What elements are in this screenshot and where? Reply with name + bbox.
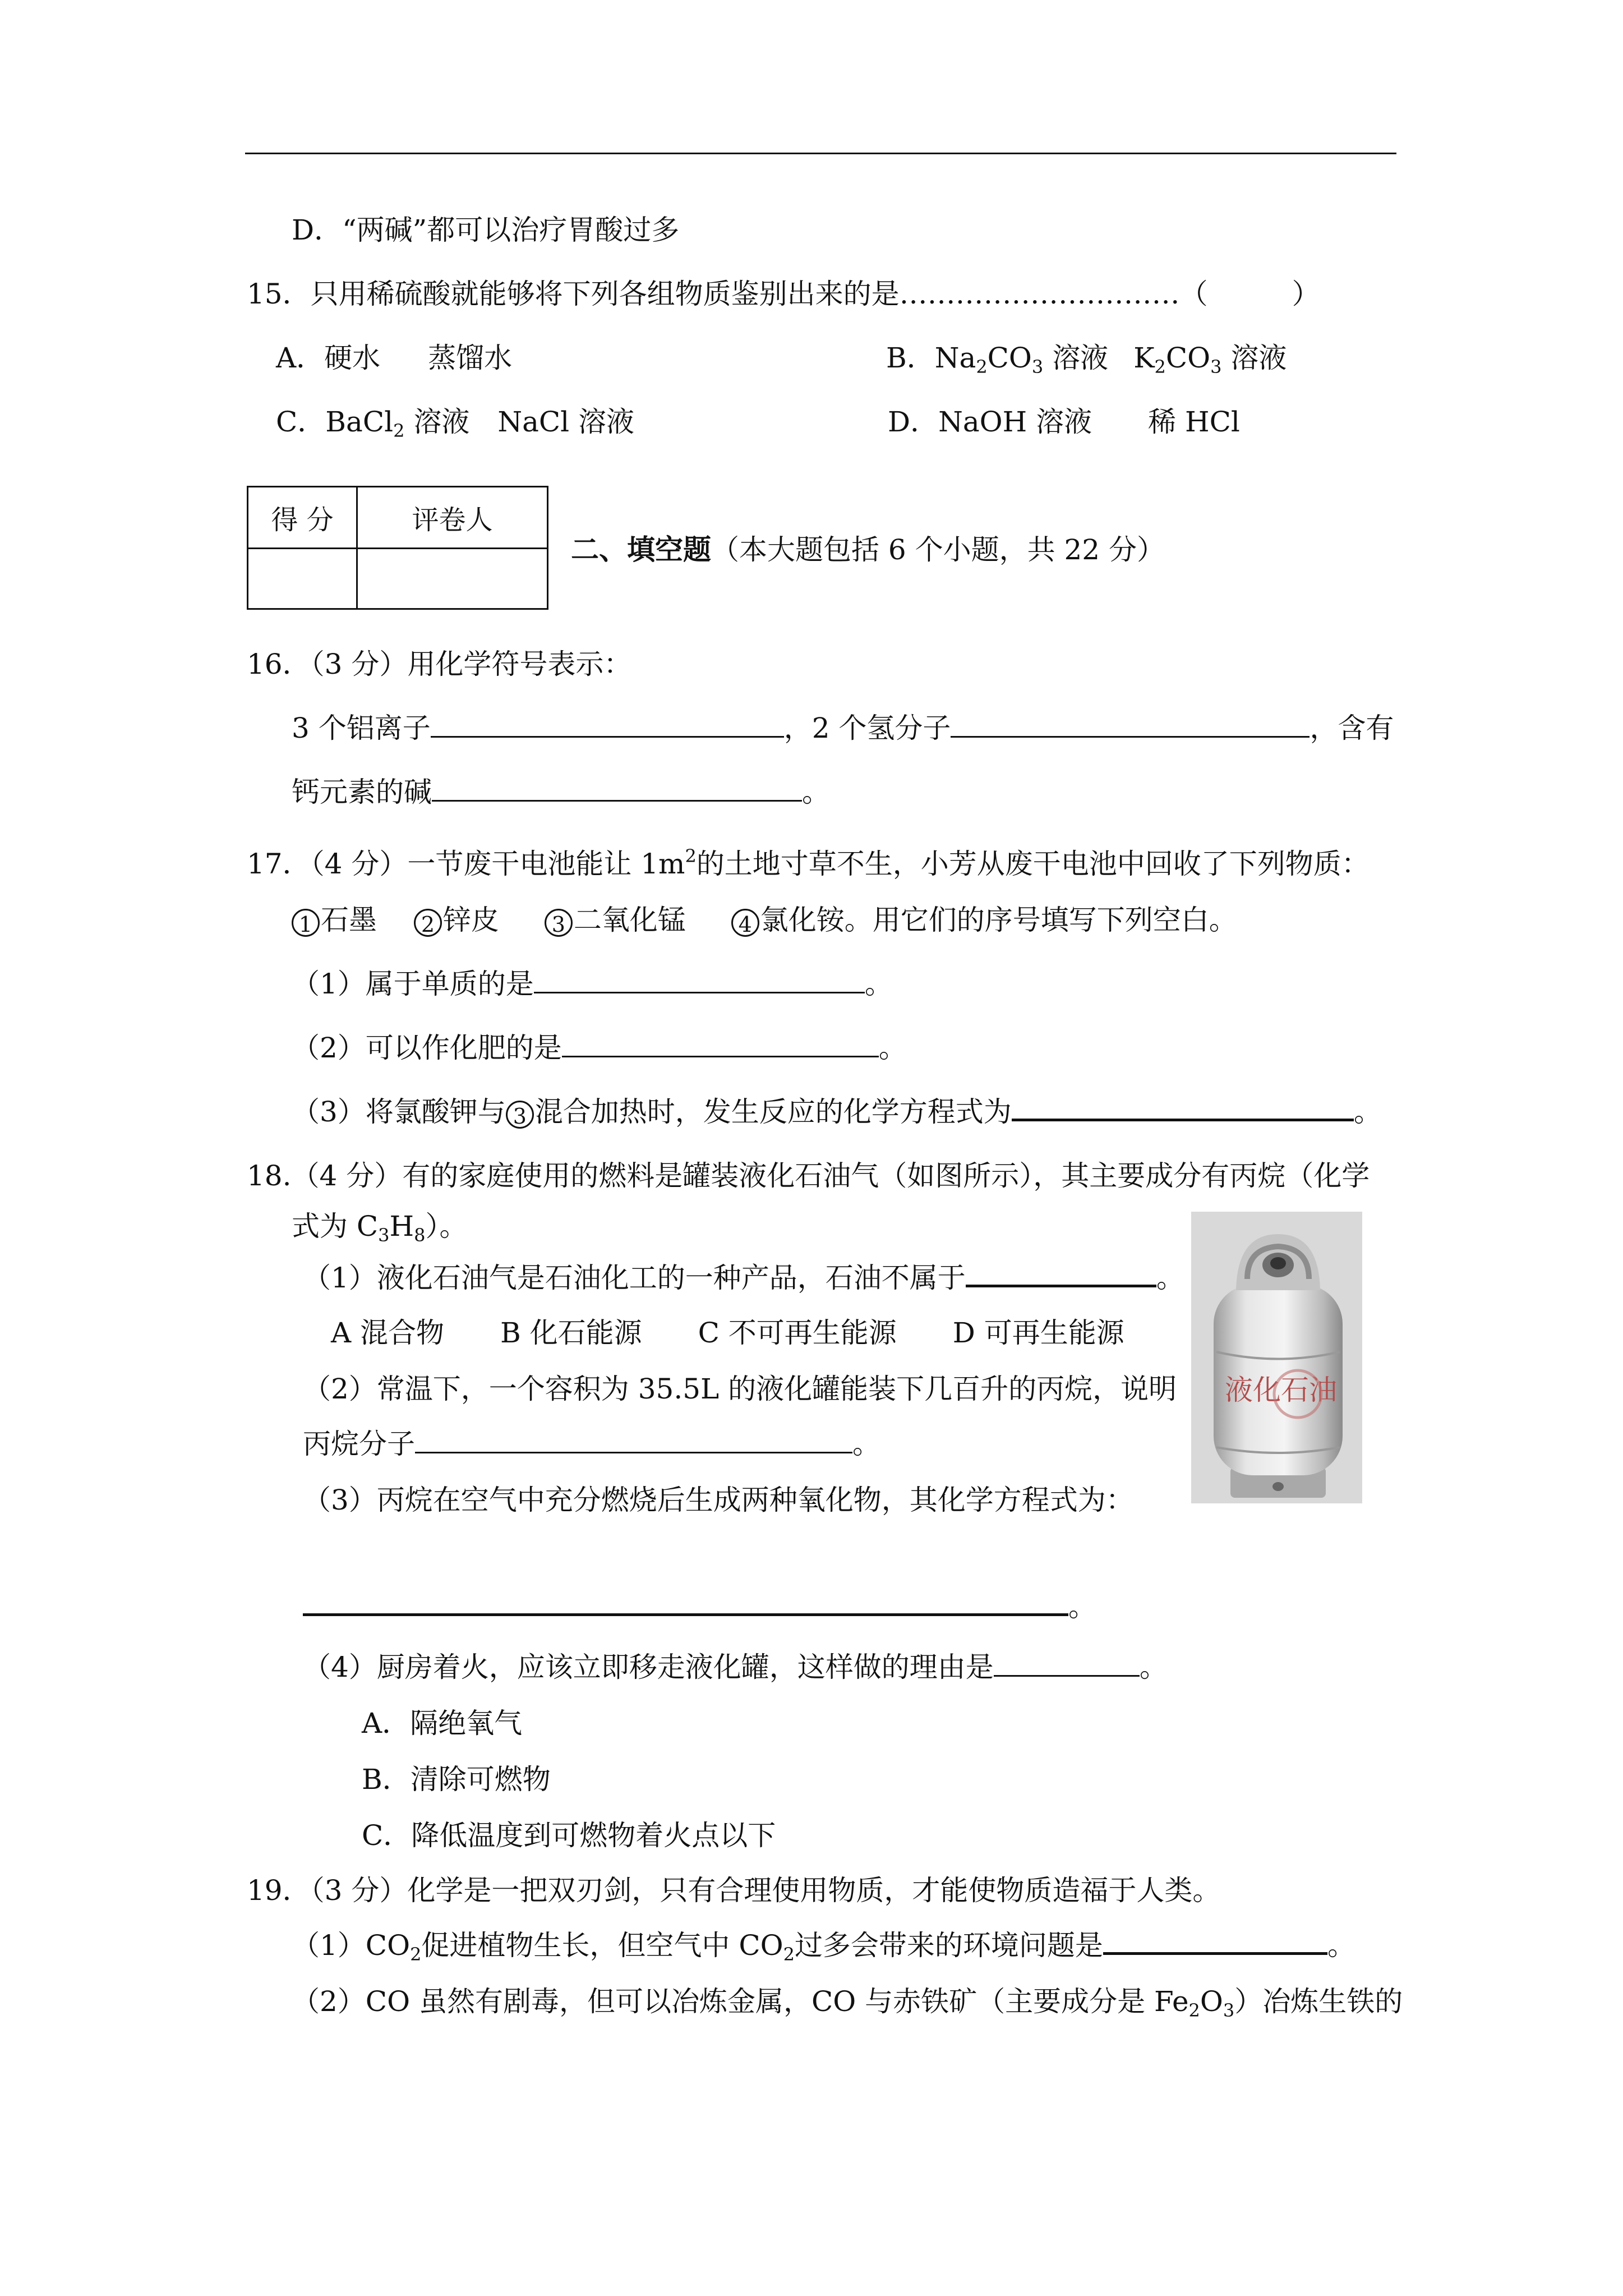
q18-stem: 18.（4 分）有的家庭使用的燃料是罐装液化石油气（如图所示），其主要成分有丙烷（化学: [247, 1159, 1370, 1192]
score-table: [247, 486, 548, 610]
q17-sub1: [292, 966, 893, 1002]
q18-sub1: [303, 1260, 1184, 1296]
q15-option-c-label: C．: [276, 406, 326, 438]
circled-number: 2: [414, 909, 442, 937]
header-rule: [245, 153, 1396, 154]
q17-s3-text-b: 混合加热时，发生反应的化学方程式为: [534, 1096, 1012, 1128]
formula-co: CO: [1165, 342, 1211, 374]
answer-blank[interactable]: [415, 1427, 852, 1453]
q18-s4-option-a: A．隔绝氧气: [362, 1707, 523, 1740]
q16-part4: 钙元素的碱: [292, 776, 432, 808]
subscript: 2: [1154, 356, 1166, 378]
section2-note: （本大题包括 6 个小题，共 22 分）: [711, 533, 1165, 566]
grader-cell[interactable]: [357, 549, 548, 609]
q16-part2: ，2 个氢分子: [783, 712, 951, 744]
answer-blank[interactable]: [303, 1589, 1068, 1616]
period: 。: [1353, 1096, 1382, 1128]
q17-item-label: 石墨: [321, 904, 377, 936]
circled-number: 4: [731, 909, 759, 937]
q17-s3-text-a: （3）将氯酸钾与: [292, 1096, 506, 1128]
period: 。: [864, 968, 893, 1000]
formula-co: CO: [987, 342, 1032, 374]
q17-sub2: [292, 1030, 907, 1066]
subscript: 2: [410, 1944, 422, 1965]
q18-sub2-b: [303, 1426, 880, 1462]
period: 。: [1327, 1929, 1355, 1962]
period: 。: [1068, 1590, 1096, 1623]
circled-number: 3: [545, 909, 573, 937]
q19-s1-a: （1）CO: [292, 1929, 411, 1962]
q19-s2-c: ）冶炼生铁的: [1234, 1985, 1403, 2018]
subscript: 2: [1188, 2000, 1200, 2021]
q15-option-d: D．NaOH 溶液 稀 HCl: [888, 406, 1240, 438]
answer-blank[interactable]: [431, 711, 784, 738]
q15-stem: 15．只用稀硫酸就能够将下列各组物质鉴别出来的是…………………………（ ）: [247, 278, 1320, 310]
q15-option-b: [886, 340, 1287, 385]
answer-blank[interactable]: [432, 775, 802, 802]
answer-blank[interactable]: [1103, 1927, 1327, 1955]
formula-bacl: BaCl: [325, 406, 394, 438]
solution-text: 溶液: [1052, 342, 1109, 374]
section2-title: [571, 532, 1165, 568]
q15-option-b-label: B．: [886, 342, 935, 374]
q16-part3: ，含有: [1310, 712, 1394, 744]
subscript: 8: [414, 1225, 426, 1246]
q18-stem2-end: ）。: [425, 1210, 468, 1243]
q18-stem2: [292, 1208, 467, 1253]
circled-number: 1: [292, 909, 320, 937]
answer-blank[interactable]: [994, 1650, 1140, 1677]
q17-stem-b: 的土地寸草不生，小芳从废干电池中回收了下列物质：: [696, 848, 1370, 880]
q17-s1-text: （1）属于单质的是: [292, 968, 534, 1000]
q18-s4-text: （4）厨房着火，应该立即移走液化罐，这样做的理由是: [303, 1651, 994, 1683]
subscript: 2: [976, 356, 988, 378]
formula-k: K: [1133, 342, 1155, 374]
q18-sub2-a: （2）常温下，一个容积为 35.5L 的液化罐能装下几百升的丙烷，说明: [303, 1373, 1177, 1405]
q17-item-label: 二氧化锰: [573, 904, 686, 936]
q15-option-a-label: A．硬水: [276, 342, 381, 374]
q18-formula-h: H: [389, 1210, 414, 1243]
q17-items: [292, 902, 1237, 938]
q17-stem: [247, 838, 1370, 882]
q19-sub2: [292, 1984, 1403, 2028]
q16-line1: [292, 710, 1394, 746]
superscript: 2: [685, 845, 697, 867]
tank-label: 液化石油: [1225, 1374, 1337, 1406]
lpg-cylinder-image: [1191, 1212, 1362, 1503]
solution-text: 溶液: [1230, 342, 1287, 374]
q17-item-label: 锌皮: [442, 904, 499, 936]
q17-sub3: [292, 1094, 1382, 1130]
score-cell[interactable]: [248, 549, 357, 609]
q18-sub3-answer: [303, 1589, 1096, 1625]
q18-s4-option-c: C．降低温度到可燃物着火点以下: [362, 1819, 776, 1852]
subscript: 3: [378, 1225, 390, 1246]
q17-s2-text: （2）可以作化肥的是: [292, 1032, 562, 1064]
q17-item-label: 氯化铵。用它们的序号填写下列空白。: [760, 904, 1237, 936]
q19-sub1: [292, 1927, 1355, 1972]
period: 。: [852, 1428, 880, 1460]
lpg-cylinder-icon: [1191, 1212, 1362, 1503]
q18-sub4: [303, 1649, 1168, 1685]
q18-sub3: （3）丙烷在空气中充分燃烧后生成两种氧化物，其化学方程式为：: [303, 1484, 1134, 1516]
q15-option-c-rest: 溶液 NaCl 溶液: [413, 406, 635, 438]
q19-s2-b: O: [1200, 1985, 1223, 2018]
subscript: 3: [1223, 2000, 1235, 2021]
period: 。: [878, 1032, 907, 1064]
q15-option-c: [276, 404, 634, 449]
q15-option-a-rest: 蒸馏水: [428, 342, 513, 374]
period: 。: [802, 776, 830, 808]
subscript: 2: [783, 1944, 795, 1965]
formula-na: Na: [934, 342, 976, 374]
subscript: 3: [1210, 356, 1222, 378]
q17-stem-a: 17．（4 分）一节废干电池能让 1m: [247, 848, 685, 880]
q16-stem: 16．（3 分）用化学符号表示：: [247, 648, 632, 680]
q18-s1-text: （1）液化石油气是石油化工的一种产品，石油不属于: [303, 1262, 966, 1294]
period: 。: [1156, 1262, 1184, 1294]
q19-s1-b: 促进植物生长，但空气中 CO: [421, 1929, 783, 1962]
q18-sub1-options: A 混合物 B 化石能源 C 不可再生能源 D 可再生能源: [331, 1317, 1124, 1349]
section2-heading: 二、填空题: [571, 533, 711, 566]
q14-option-d: D．“两碱”都可以治疗胃酸过多: [292, 214, 680, 246]
q16-part1: 3 个铝离子: [292, 712, 431, 744]
answer-blank[interactable]: [534, 967, 865, 993]
q18-s4-option-b: B．清除可燃物: [362, 1763, 551, 1796]
score-header: 得 分: [248, 487, 357, 549]
grader-header: 评卷人: [357, 487, 548, 549]
q15-option-a: [276, 340, 512, 376]
answer-blank[interactable]: [951, 711, 1310, 738]
q18-s2-b-text: 丙烷分子: [303, 1428, 415, 1460]
q19-s1-c: 过多会带来的环境问题是: [794, 1929, 1103, 1962]
subscript: 3: [1031, 356, 1044, 378]
subscript: 2: [393, 420, 405, 441]
q18-formula-c: 式为 C: [292, 1210, 379, 1243]
answer-blank[interactable]: [1012, 1094, 1354, 1121]
period: 。: [1139, 1651, 1168, 1683]
q19-stem: 19．（3 分）化学是一把双刃剑，只有合理使用物质，才能使物质造福于人类。: [247, 1874, 1221, 1907]
q16-line2: [292, 774, 830, 810]
answer-blank[interactable]: [966, 1260, 1156, 1287]
answer-blank[interactable]: [562, 1031, 879, 1057]
q19-s2-a: （2）CO 虽然有剧毒，但可以冶炼金属，CO 与赤铁矿（主要成分是 Fe: [292, 1985, 1189, 2018]
circled-number: 3: [506, 1101, 534, 1129]
